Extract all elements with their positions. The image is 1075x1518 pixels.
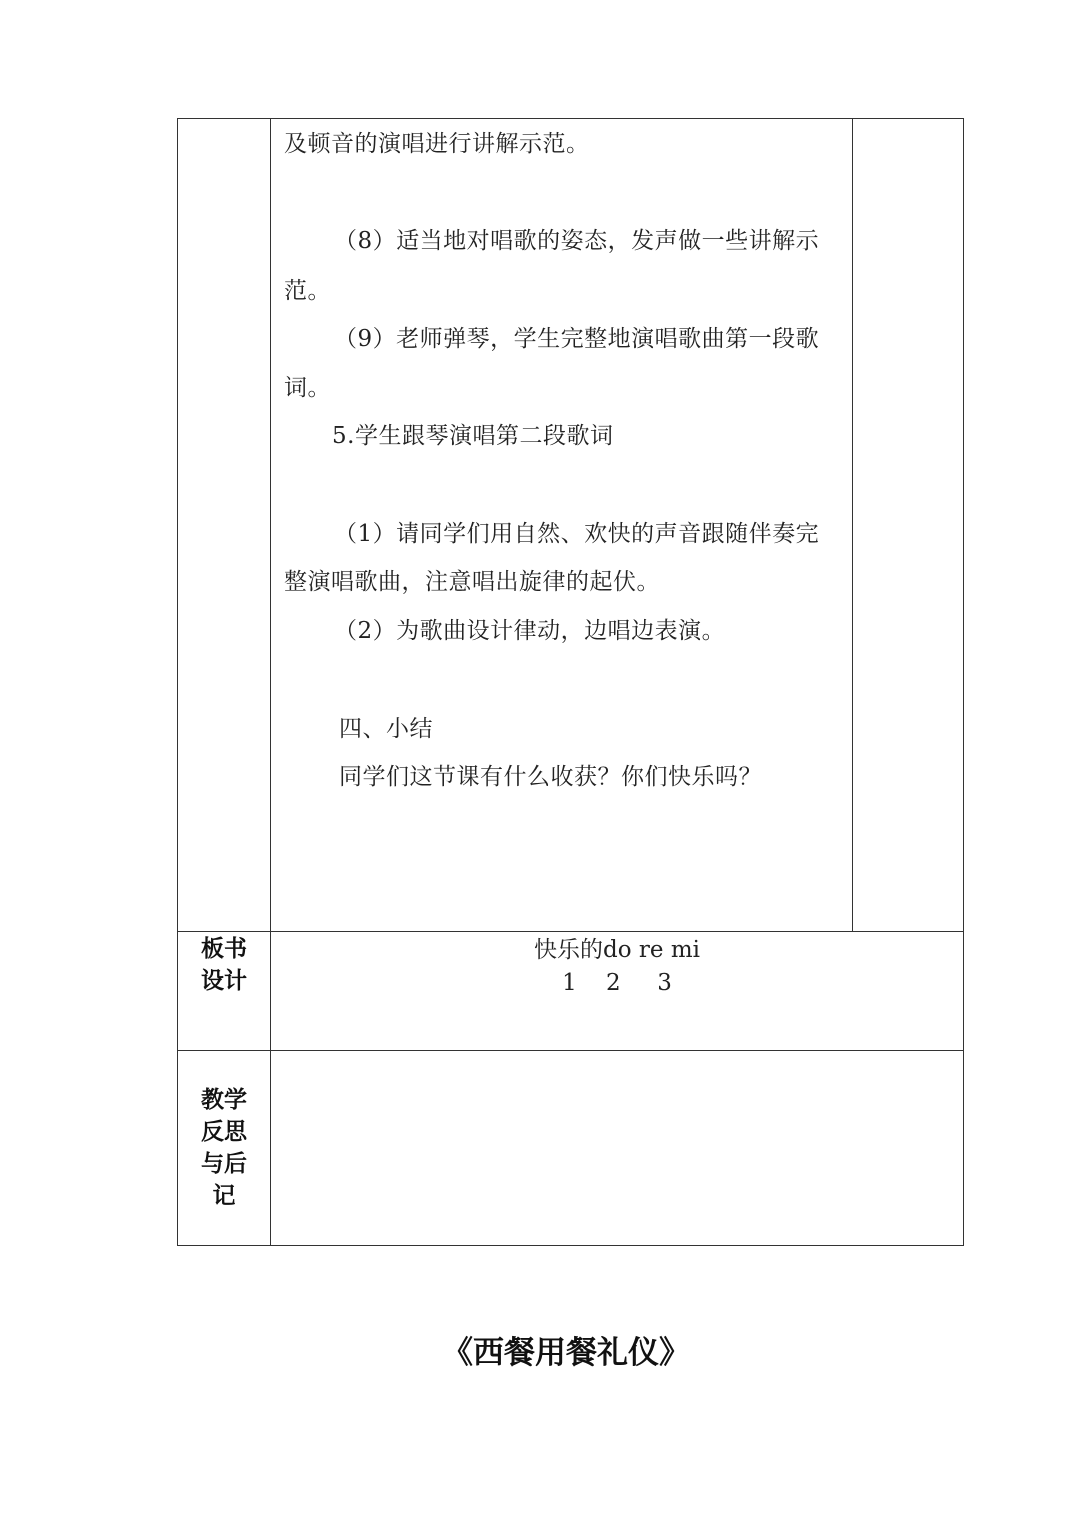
reflection-label [178, 1084, 270, 1212]
reflection-label-line: 教学 [201, 1087, 247, 1113]
board-design-label-line: 板书 [201, 936, 247, 962]
content-line: （1）请同学们用自然、欢快的声音跟随伴奏完 [334, 521, 820, 547]
next-lesson-title: 《西餐用餐礼仪》 [442, 1335, 690, 1371]
reflection-label-line: 反思 [201, 1119, 247, 1145]
board-design-title: 快乐的do re mi [534, 937, 700, 963]
content-line: 及顿音的演唱进行讲解示范。 [284, 131, 590, 157]
board-design-numbers: 1 2 3 [562, 970, 672, 996]
reflection-label-line: 与后 [201, 1151, 247, 1177]
reflection-label-line: 记 [212, 1183, 236, 1209]
content-line: （9）老师弹琴，学生完整地演唱歌曲第一段歌 [334, 326, 820, 352]
content-line: 同学们这节课有什么收获？你们快乐吗？ [339, 764, 762, 790]
row-divider-board [177, 931, 964, 932]
content-line: 范。 [284, 278, 331, 304]
reflection-content-cell [271, 1051, 963, 1245]
content-line: 词。 [284, 375, 331, 401]
board-design-label-line: 设计 [201, 968, 247, 994]
content-line: 四、小结 [339, 716, 433, 742]
content-line: 整演唱歌曲，注意唱出旋律的起伏。 [284, 569, 660, 595]
content-line: （2）为歌曲设计律动，边唱边表演。 [334, 618, 726, 644]
content-line: 5.学生跟琴演唱第二段歌词 [332, 423, 614, 449]
content-line: （8）适当地对唱歌的姿态，发声做一些讲解示 [334, 228, 820, 254]
board-design-label [178, 933, 270, 997]
table-divider-right [852, 118, 853, 932]
